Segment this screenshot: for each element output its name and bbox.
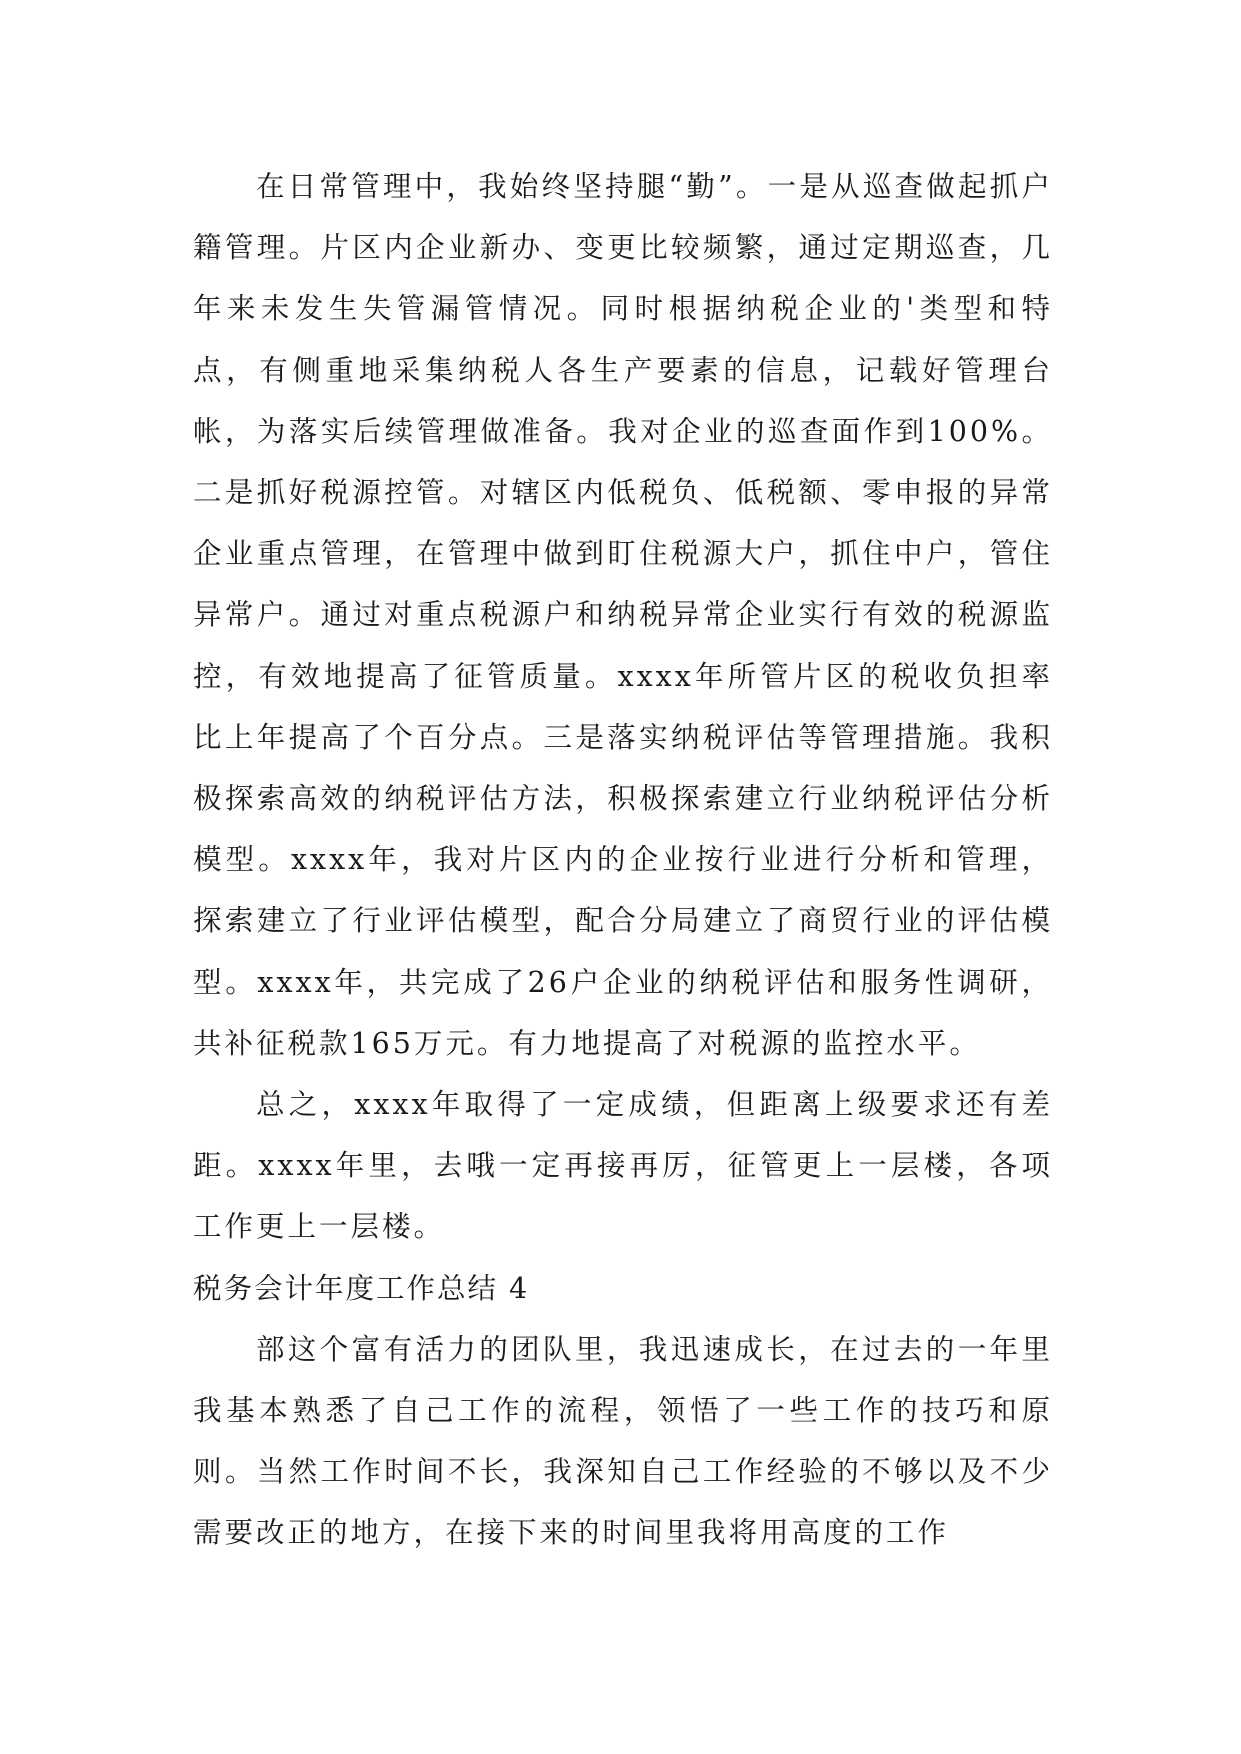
body-paragraph-1: 在日常管理中，我始终坚持腿“勤”。一是从巡查做起抓户籍管理。片区内企业新办、变更比较频繁，通过定期巡查，几年来未发生失管漏管情况。同时根据纳税企业的'类型和特点，有侧重地采集纳税人各生产要素的信息，记载好管理台帐，为落实后续管理做准备。我对企业的巡查面作到100%。二是抓好税源控管。对辖区内低税负、低税额、零申报的异常企业重点管理，在管理中做到盯住税源大户，抓住中户，管住异常户。通过对重点税源户和纳税异常企业实行有效的税源监控，有效地提高了征管质量。xxxx年所管片区的税收负担率比上年提高了个百分点。三是落实纳税评估等管理措施。我积极探索高效的纳税评估方法，积极探索建立行业纳税评估分析模型。xxxx年，我对片区内的企业按行业进行分析和管理，探索建立了行业评估模型，配合分局建立了商贸行业的评估模型。xxxx年，共完成了26户企业的纳税评估和服务性调研，共补征税款165万元。有力地提高了对税源的监控水平。 bbox=[193, 170, 1053, 1060]
document-page bbox=[193, 156, 1053, 1564]
section-paragraph: 部这个富有活力的团队里，我迅速成长，在过去的一年里我基本熟悉了自己工作的流程，领悟了一些工作的技巧和原则。当然工作时间不长，我深知自己工作经验的不够以及不少需要改正的地方，在接下来的时间里我将用高度的工作 bbox=[193, 1332, 1053, 1550]
body-paragraph-2: 总之，xxxx年取得了一定成绩，但距离上级要求还有差距。xxxx年里，去哦一定再接再厉，征管更上一层楼，各项工作更上一层楼。 bbox=[193, 1088, 1053, 1244]
section-title: 税务会计年度工作总结 4 bbox=[193, 1271, 530, 1305]
